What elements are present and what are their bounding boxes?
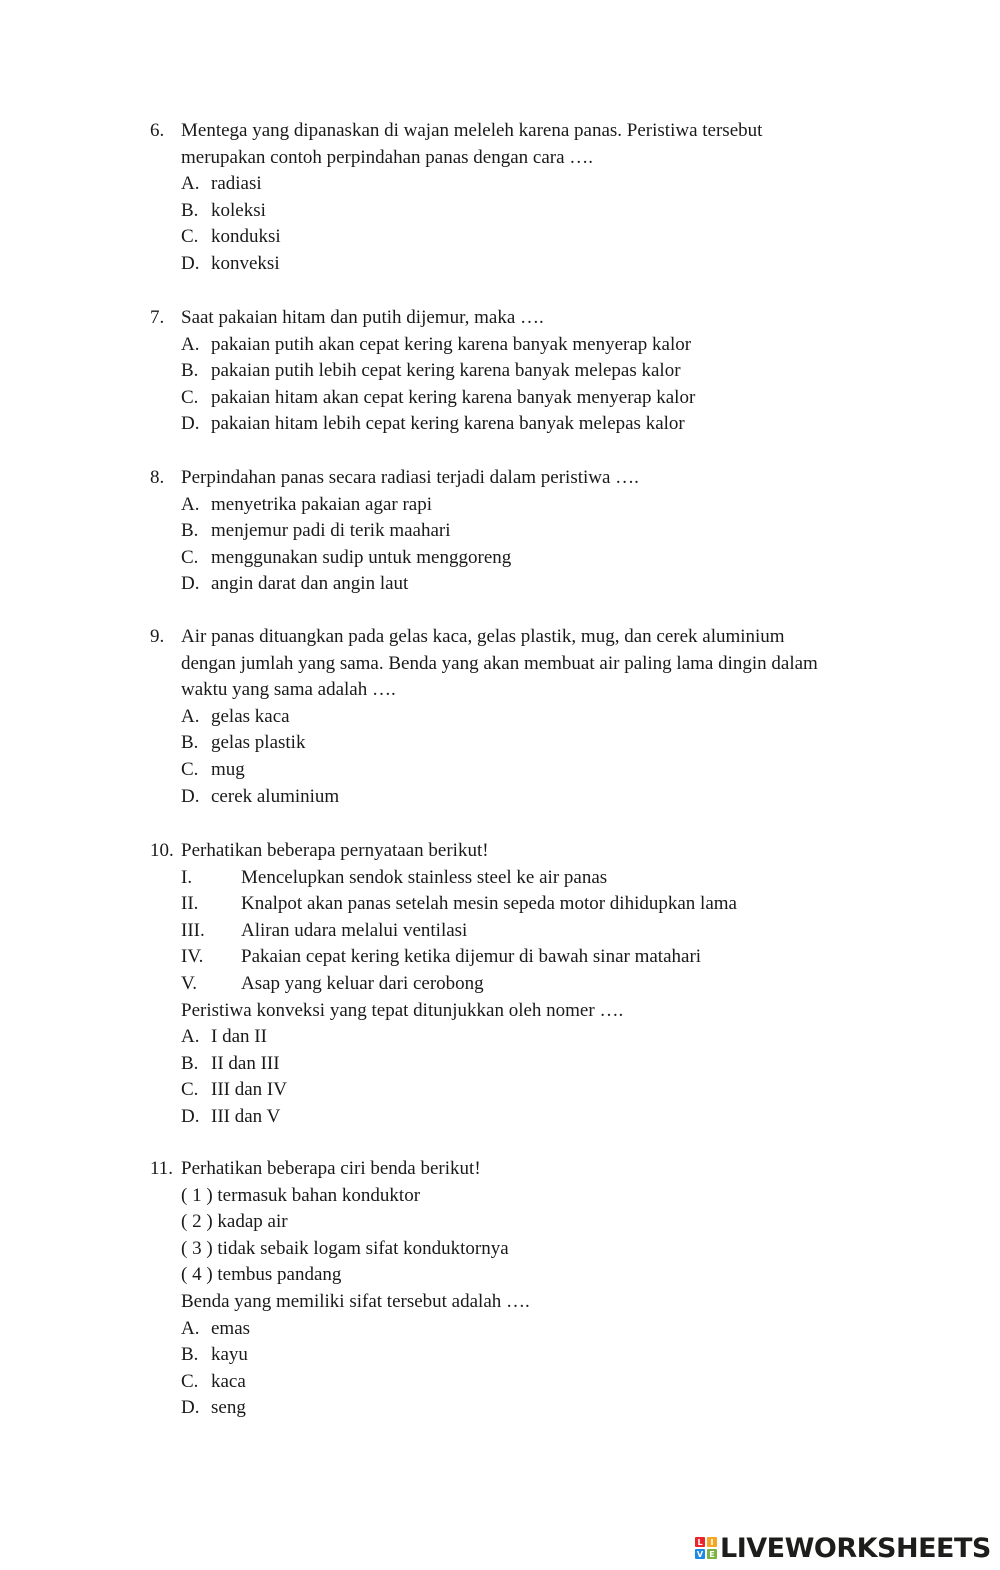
question-number: 9. (150, 626, 165, 647)
question-prompt: Benda yang memiliki sifat tersebut adalah …. (181, 1290, 530, 1312)
question-text: dengan jumlah yang sama. Benda yang akan membuat air paling lama dingin dalam (181, 652, 818, 674)
question-text: waktu yang sama adalah …. (181, 679, 396, 701)
statement-item: III. Aliran udara melalui ventilasi (181, 919, 468, 941)
option-a[interactable]: A. I dan II (181, 1026, 267, 1048)
question-number: 7. (150, 307, 165, 328)
option-c[interactable]: C. kaca (181, 1370, 246, 1392)
statement-item: II. Knalpot akan panas setelah mesin sepeda motor dihidupkan lama (181, 893, 737, 915)
question-text: Mentega yang dipanaskan di wajan meleleh karena panas. Peristiwa tersebut (181, 120, 763, 141)
option-d[interactable]: D. cerek aluminium (181, 785, 340, 807)
question-number: 6. (150, 120, 165, 141)
question-number: 10. (150, 840, 174, 861)
statement-item: V. Asap yang keluar dari cerobong (181, 972, 484, 994)
question-9 (150, 624, 880, 810)
option-d[interactable]: D. angin darat dan angin laut (181, 573, 409, 595)
question-prompt: Peristiwa konveksi yang tepat ditunjukkan oleh nomer …. (181, 999, 624, 1021)
feature-item: ( 4 ) tembus pandang (181, 1264, 342, 1286)
question-text: Air panas dituangkan pada gelas kaca, gelas plastik, mug, dan cerek aluminium (181, 626, 785, 647)
option-a[interactable]: A. pakaian putih akan cepat kering karena banyak menyerap kalor (181, 333, 692, 355)
option-c[interactable]: C. mug (181, 758, 245, 780)
logo-mark-tile: V (696, 1549, 704, 1559)
logo-mark-tile: L (695, 1537, 705, 1547)
question-11 (150, 1156, 880, 1422)
question-text: Saat pakaian hitam dan putih dijemur, maka …. (181, 307, 544, 328)
option-c[interactable]: C. menggunakan sudip untuk menggoreng (181, 546, 512, 568)
question-6 (150, 118, 880, 278)
option-a[interactable]: A. emas (181, 1317, 251, 1339)
option-c[interactable]: C. pakaian hitam akan cepat kering karena banyak menyerap kalor (181, 386, 696, 408)
option-d[interactable]: D. konveksi (181, 252, 280, 274)
statement-item: I. Mencelupkan sendok stainless steel ke air panas (181, 866, 608, 888)
feature-item: ( 1 ) termasuk bahan konduktor (181, 1184, 421, 1206)
feature-item: ( 3 ) tidak sebaik logam sifat konduktornya (181, 1237, 509, 1259)
option-a[interactable]: A. menyetrika pakaian agar rapi (181, 493, 433, 515)
feature-item: ( 2 ) kadap air (181, 1211, 288, 1233)
option-d[interactable]: D. pakaian hitam lebih cepat kering karena banyak melepas kalor (181, 413, 685, 435)
option-b[interactable]: B. II dan III (181, 1052, 280, 1074)
liveworksheets-mark-icon (695, 1537, 717, 1559)
option-b[interactable]: B. kayu (181, 1344, 248, 1366)
option-c[interactable]: C. III dan IV (181, 1079, 287, 1101)
liveworksheets-logo[interactable] (695, 1532, 991, 1564)
option-c[interactable]: C. konduksi (181, 226, 281, 248)
option-d[interactable]: D. seng (181, 1397, 246, 1419)
option-b[interactable]: B. menjemur padi di terik maahari (181, 520, 451, 542)
question-text: merupakan contoh perpindahan panas dengan cara …. (181, 146, 594, 168)
logo-text: LIVEWORKSHEETS (720, 1532, 991, 1564)
option-b[interactable]: B. koleksi (181, 199, 266, 221)
question-number: 11. (150, 1158, 174, 1179)
option-d[interactable]: D. III dan V (181, 1105, 281, 1127)
question-text: Perhatikan beberapa ciri benda berikut! (181, 1158, 481, 1179)
question-7 (150, 305, 880, 438)
option-b[interactable]: B. pakaian putih lebih cepat kering karena banyak melepas kalor (181, 360, 681, 382)
option-a[interactable]: A. radiasi (181, 173, 262, 195)
question-10 (150, 838, 880, 1131)
question-text: Perhatikan beberapa pernyataan berikut! (181, 840, 489, 861)
question-number: 8. (150, 467, 165, 488)
logo-mark-tile: E (707, 1549, 717, 1559)
question-8 (150, 465, 880, 598)
option-a[interactable]: A. gelas kaca (181, 705, 290, 727)
logo-mark-tile: I (707, 1537, 717, 1547)
question-text: Perpindahan panas secara radiasi terjadi dalam peristiwa …. (181, 467, 639, 488)
statement-item: IV. Pakaian cepat kering ketika dijemur di bawah sinar matahari (181, 946, 702, 968)
option-b[interactable]: B. gelas plastik (181, 732, 306, 754)
